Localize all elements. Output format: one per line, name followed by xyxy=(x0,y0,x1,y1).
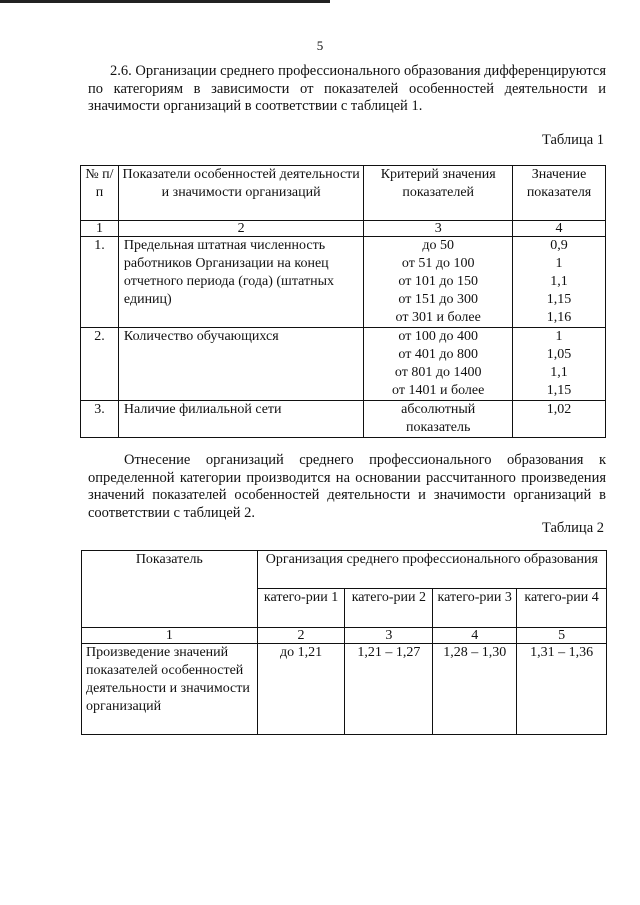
paragraph-categorization: Отнесение организаций среднего профессионального образования к определенной категории производится на основании рассчитанного произведения значений показателей особенностей деятельности и значимости организаций в соответствии с таблицей 2. xyxy=(88,452,606,521)
top-border-line xyxy=(0,0,330,3)
row-criteria xyxy=(364,237,513,328)
criterion: от 101 до 150 xyxy=(398,274,478,289)
criterion: от 100 до 400 xyxy=(398,329,478,344)
page-number: 5 xyxy=(316,38,324,53)
table-row xyxy=(81,401,606,438)
criterion: от 51 до 100 xyxy=(401,256,475,271)
criterion: от 801 до 1400 xyxy=(394,365,482,380)
row-criteria xyxy=(364,328,513,401)
category-header: катего-рии 4 xyxy=(517,589,607,628)
table2-header-indicator: Показатель xyxy=(82,551,258,628)
row-indicator: Произведение значений показателей особенностей деятельности и значимости организаций xyxy=(82,644,258,735)
row-values xyxy=(513,237,606,328)
value: 0,9 xyxy=(550,238,568,253)
value: 1,1 xyxy=(550,274,568,289)
row-number: 2. xyxy=(81,328,119,401)
category-header: катего-рии 3 xyxy=(433,589,517,628)
category-header: катего-рии 2 xyxy=(345,589,433,628)
criterion: от 301 и более xyxy=(395,310,481,325)
table1-caption: Таблица 1 xyxy=(541,132,604,148)
table-row xyxy=(82,644,607,735)
table1-header-value: Значение показателя xyxy=(513,166,606,221)
row-indicator: Предельная штатная численность работников Организации на конец отчетного периода (года) (штатных единиц) xyxy=(118,237,363,328)
row-indicator: Количество обучающихся xyxy=(118,328,363,401)
value: 1,15 xyxy=(546,383,572,398)
category-header: катего-рии 1 xyxy=(257,589,345,628)
criterion: от 401 до 800 xyxy=(398,347,478,362)
criterion: до 50 xyxy=(422,238,454,253)
row-criteria: абсолютный показатель xyxy=(364,401,513,438)
table2-colnum: 1 xyxy=(82,628,258,644)
table1-colnum: 1 xyxy=(81,221,119,237)
value: 1,16 xyxy=(546,310,572,325)
row-value: 1,31 – 1,36 xyxy=(517,644,607,735)
row-indicator: Наличие филиальной сети xyxy=(118,401,363,438)
row-values xyxy=(513,328,606,401)
table-1 xyxy=(80,165,606,438)
table1-header-indicator: Показатели особенностей деятельности и значимости организаций xyxy=(118,166,363,221)
row-values: 1,02 xyxy=(513,401,606,438)
table2-colnum-row xyxy=(82,628,607,644)
value: 1 xyxy=(555,256,563,271)
value: 1,15 xyxy=(546,292,572,307)
table2-colnum: 3 xyxy=(345,628,433,644)
table1-colnum-row xyxy=(81,221,606,237)
value: 1,1 xyxy=(550,365,568,380)
table1-colnum: 4 xyxy=(513,221,606,237)
criterion: от 151 до 300 xyxy=(398,292,478,307)
criterion: от 1401 и более xyxy=(392,383,485,398)
table2-header-row xyxy=(82,551,607,589)
row-number: 1. xyxy=(81,237,119,328)
paragraph-2-6: 2.6. Организации среднего профессионального образования дифференцируются по категориям в зависимости от показателей особенностей деятельности и значимости организаций в соответствии с таблицей 1. xyxy=(88,63,606,114)
table1-header-row xyxy=(81,166,606,221)
row-value: до 1,21 xyxy=(257,644,345,735)
row-value: 1,28 – 1,30 xyxy=(433,644,517,735)
table2-colnum: 2 xyxy=(257,628,345,644)
table1-header-criteria: Критерий значения показателей xyxy=(364,166,513,221)
table2-header-group: Организация среднего профессионального образования xyxy=(257,551,606,589)
row-number: 3. xyxy=(81,401,119,438)
table2-caption: Таблица 2 xyxy=(541,520,604,536)
table1-header-num: № п/п xyxy=(81,166,119,221)
table1-colnum: 3 xyxy=(364,221,513,237)
table-row xyxy=(81,237,606,328)
row-value: 1,21 – 1,27 xyxy=(345,644,433,735)
table-2 xyxy=(81,550,607,735)
table2-colnum: 5 xyxy=(517,628,607,644)
table2-colnum: 4 xyxy=(433,628,517,644)
value: 1,05 xyxy=(546,347,572,362)
table-row xyxy=(81,328,606,401)
value: 1 xyxy=(555,329,563,344)
table1-colnum: 2 xyxy=(118,221,363,237)
